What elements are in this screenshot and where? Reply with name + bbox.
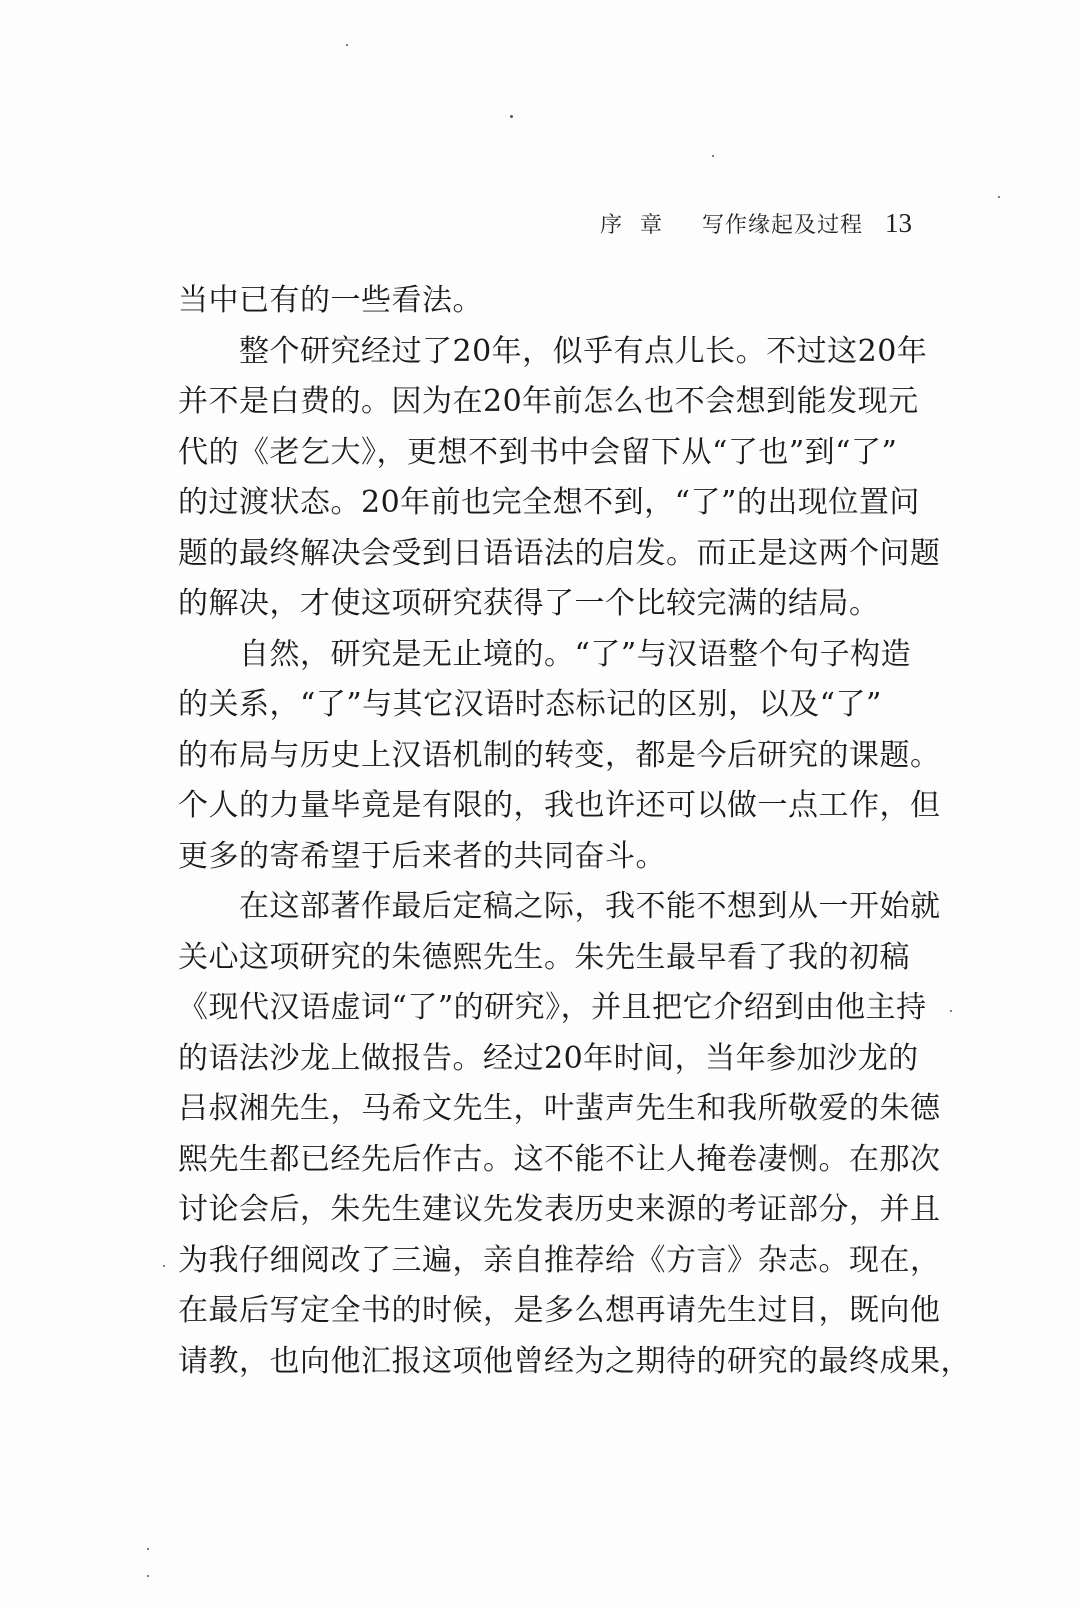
page-number: 13 <box>885 208 912 238</box>
text-line: 为我仔细阅改了三遍，亲自推荐给《方言》杂志。现在， <box>178 1242 941 1278</box>
scan-speck <box>998 196 1000 198</box>
text-line: 请教，也向他汇报这项他曾经为之期待的研究的最终成果， <box>178 1343 971 1379</box>
scan-speck <box>163 1265 165 1267</box>
chapter-title: 写作缘起及过程 <box>701 213 863 238</box>
text-line: 在最后写定全书的时候，是多么想再请先生过目，既向他 <box>178 1293 941 1328</box>
scan-speck <box>346 44 348 46</box>
scan-speck <box>147 1575 149 1577</box>
text-line: 讨论会后，朱先生建议先发表历史来源的考证部分，并且 <box>178 1192 941 1227</box>
text-line: 整个研究经过了20年，似乎有点儿长。不过这20年 <box>178 333 928 369</box>
text-line: 的语法沙龙上做报告。经过20年时间，当年参加沙龙的 <box>178 1040 919 1076</box>
text-line: 的关系，“了”与其它汉语时态标记的区别，以及“了” <box>178 687 882 722</box>
body-text <box>178 276 971 1387</box>
text-line: 的布局与历史上汉语机制的转变，都是今后研究的课题。 <box>178 737 941 773</box>
text-line: 的解决，才使这项研究获得了一个比较完满的结局。 <box>178 586 880 621</box>
scan-speck <box>712 155 714 157</box>
text-line: 熙先生都已经先后作古。这不能不让人掩卷凄恻。在那次 <box>178 1141 941 1177</box>
scan-speck <box>950 1010 952 1012</box>
text-line: 并不是白费的。因为在20年前怎么也不会想到能发现元 <box>178 384 919 419</box>
scan-speck <box>147 1548 149 1550</box>
text-line: 题的最终解决会受到日语语法的启发。而正是这两个问题 <box>178 535 941 571</box>
text-line: 个人的力量毕竟是有限的，我也许还可以做一点工作，但 <box>178 788 941 823</box>
text-line: 代的《老乞大》，更想不到书中会留下从“了也”到“了” <box>178 434 898 470</box>
text-line: 吕叔湘先生，马希文先生，叶蜚声先生和我所敬爱的朱德 <box>178 1091 941 1126</box>
scan-speck <box>510 115 513 118</box>
text-line: 当中已有的一些看法。 <box>178 283 483 318</box>
chapter-label: 序章 <box>599 213 680 238</box>
running-head <box>600 208 912 239</box>
text-line: 《现代汉语虚词“了”的研究》，并且把它介绍到由他主持 <box>178 990 927 1025</box>
text-line: 自然，研究是无止境的。“了”与汉语整个句子构造 <box>178 636 912 672</box>
text-line: 关心这项研究的朱德熙先生。朱先生最早看了我的初稿 <box>178 939 910 975</box>
text-line: 的过渡状态。20年前也完全想不到，“了”的出现位置问 <box>178 485 920 520</box>
text-line: 在这部著作最后定稿之际，我不能不想到从一开始就 <box>178 889 941 924</box>
text-line: 更多的寄希望于后来者的共同奋斗。 <box>178 838 666 874</box>
